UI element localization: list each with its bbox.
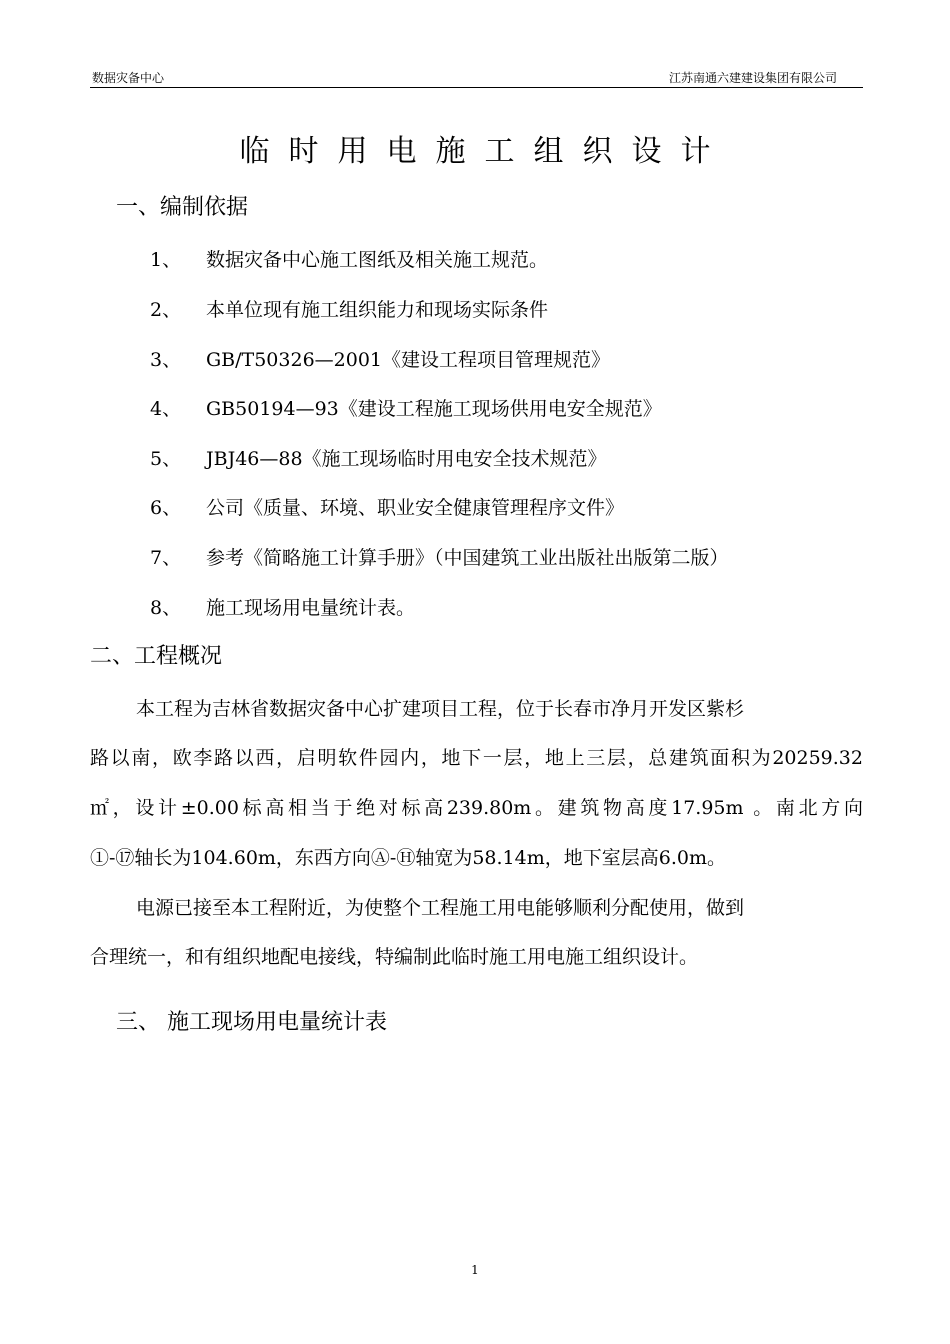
list-item-text: 数据灾备中心施工图纸及相关施工规范。 xyxy=(206,249,549,271)
list-item-number: 6、 xyxy=(150,497,182,519)
list-item-text: GB50194—93《建设工程施工现场供用电安全规范》 xyxy=(206,398,662,420)
list-item xyxy=(150,346,610,374)
list-item-text: 参考《简略施工计算手册》（中国建筑工业出版社出版第二版） xyxy=(206,547,729,569)
section-3-heading: 三、 施工现场用电量统计表 xyxy=(116,1010,387,1035)
paragraph-line: 本工程为吉林省数据灾备中心扩建项目工程，位于长春市净月开发区紫杉 xyxy=(136,698,745,720)
list-item-text: JBJ46—88《施工现场临时用电安全技术规范》 xyxy=(206,448,607,470)
paragraph-line: ㎡，设计±0.00标高相当于绝对标高239.80m。建筑物高度17.95m 。南北方向 xyxy=(90,797,863,819)
paragraph-line: ①-⑰轴长为104.60m，东西方向Ⓐ-Ⓗ轴宽为58.14m，地下室层高6.0m。 xyxy=(90,847,726,869)
list-item xyxy=(150,544,729,572)
header-left-text: 数据灾备中心 xyxy=(92,71,165,85)
list-item-text: GB/T50326—2001《建设工程项目管理规范》 xyxy=(206,349,611,371)
list-item-text: 施工现场用电量统计表。 xyxy=(206,597,416,619)
list-item-number: 5、 xyxy=(150,448,182,470)
list-item-number: 3、 xyxy=(150,349,182,371)
header-right-text: 江苏南通六建建设集团有限公司 xyxy=(668,71,837,85)
section-2-heading: 二、工程概况 xyxy=(90,644,223,669)
list-item-number: 2、 xyxy=(150,299,182,321)
section-1-heading: 一、编制依据 xyxy=(116,195,249,220)
list-item xyxy=(150,445,607,473)
list-item-number: 4、 xyxy=(150,398,182,420)
list-item xyxy=(150,494,624,522)
document-title: 临时用电施工组织设计 xyxy=(239,134,730,169)
paragraph-line: 合理统一，和有组织地配电接线，特编制此临时施工用电施工组织设计。 xyxy=(90,946,699,968)
list-item xyxy=(150,395,662,423)
list-item-number: 7、 xyxy=(150,547,182,569)
list-item xyxy=(150,296,548,324)
list-item-number: 8、 xyxy=(150,597,182,619)
list-item xyxy=(150,246,548,274)
paragraph-line: 电源已接至本工程附近，为使整个工程施工用电能够顺利分配使用，做到 xyxy=(136,897,745,919)
list-item-number: 1、 xyxy=(150,249,182,271)
list-item-text: 公司《质量、环境、职业安全健康管理程序文件》 xyxy=(206,497,625,519)
paragraph-line: 路以南，欧李路以西，启明软件园内，地下一层，地上三层，总建筑面积为20259.32 xyxy=(90,747,863,769)
page-header xyxy=(90,69,863,88)
list-item xyxy=(150,594,415,622)
page-number: 1 xyxy=(471,1263,479,1277)
list-item-text: 本单位现有施工组织能力和现场实际条件 xyxy=(206,299,549,321)
